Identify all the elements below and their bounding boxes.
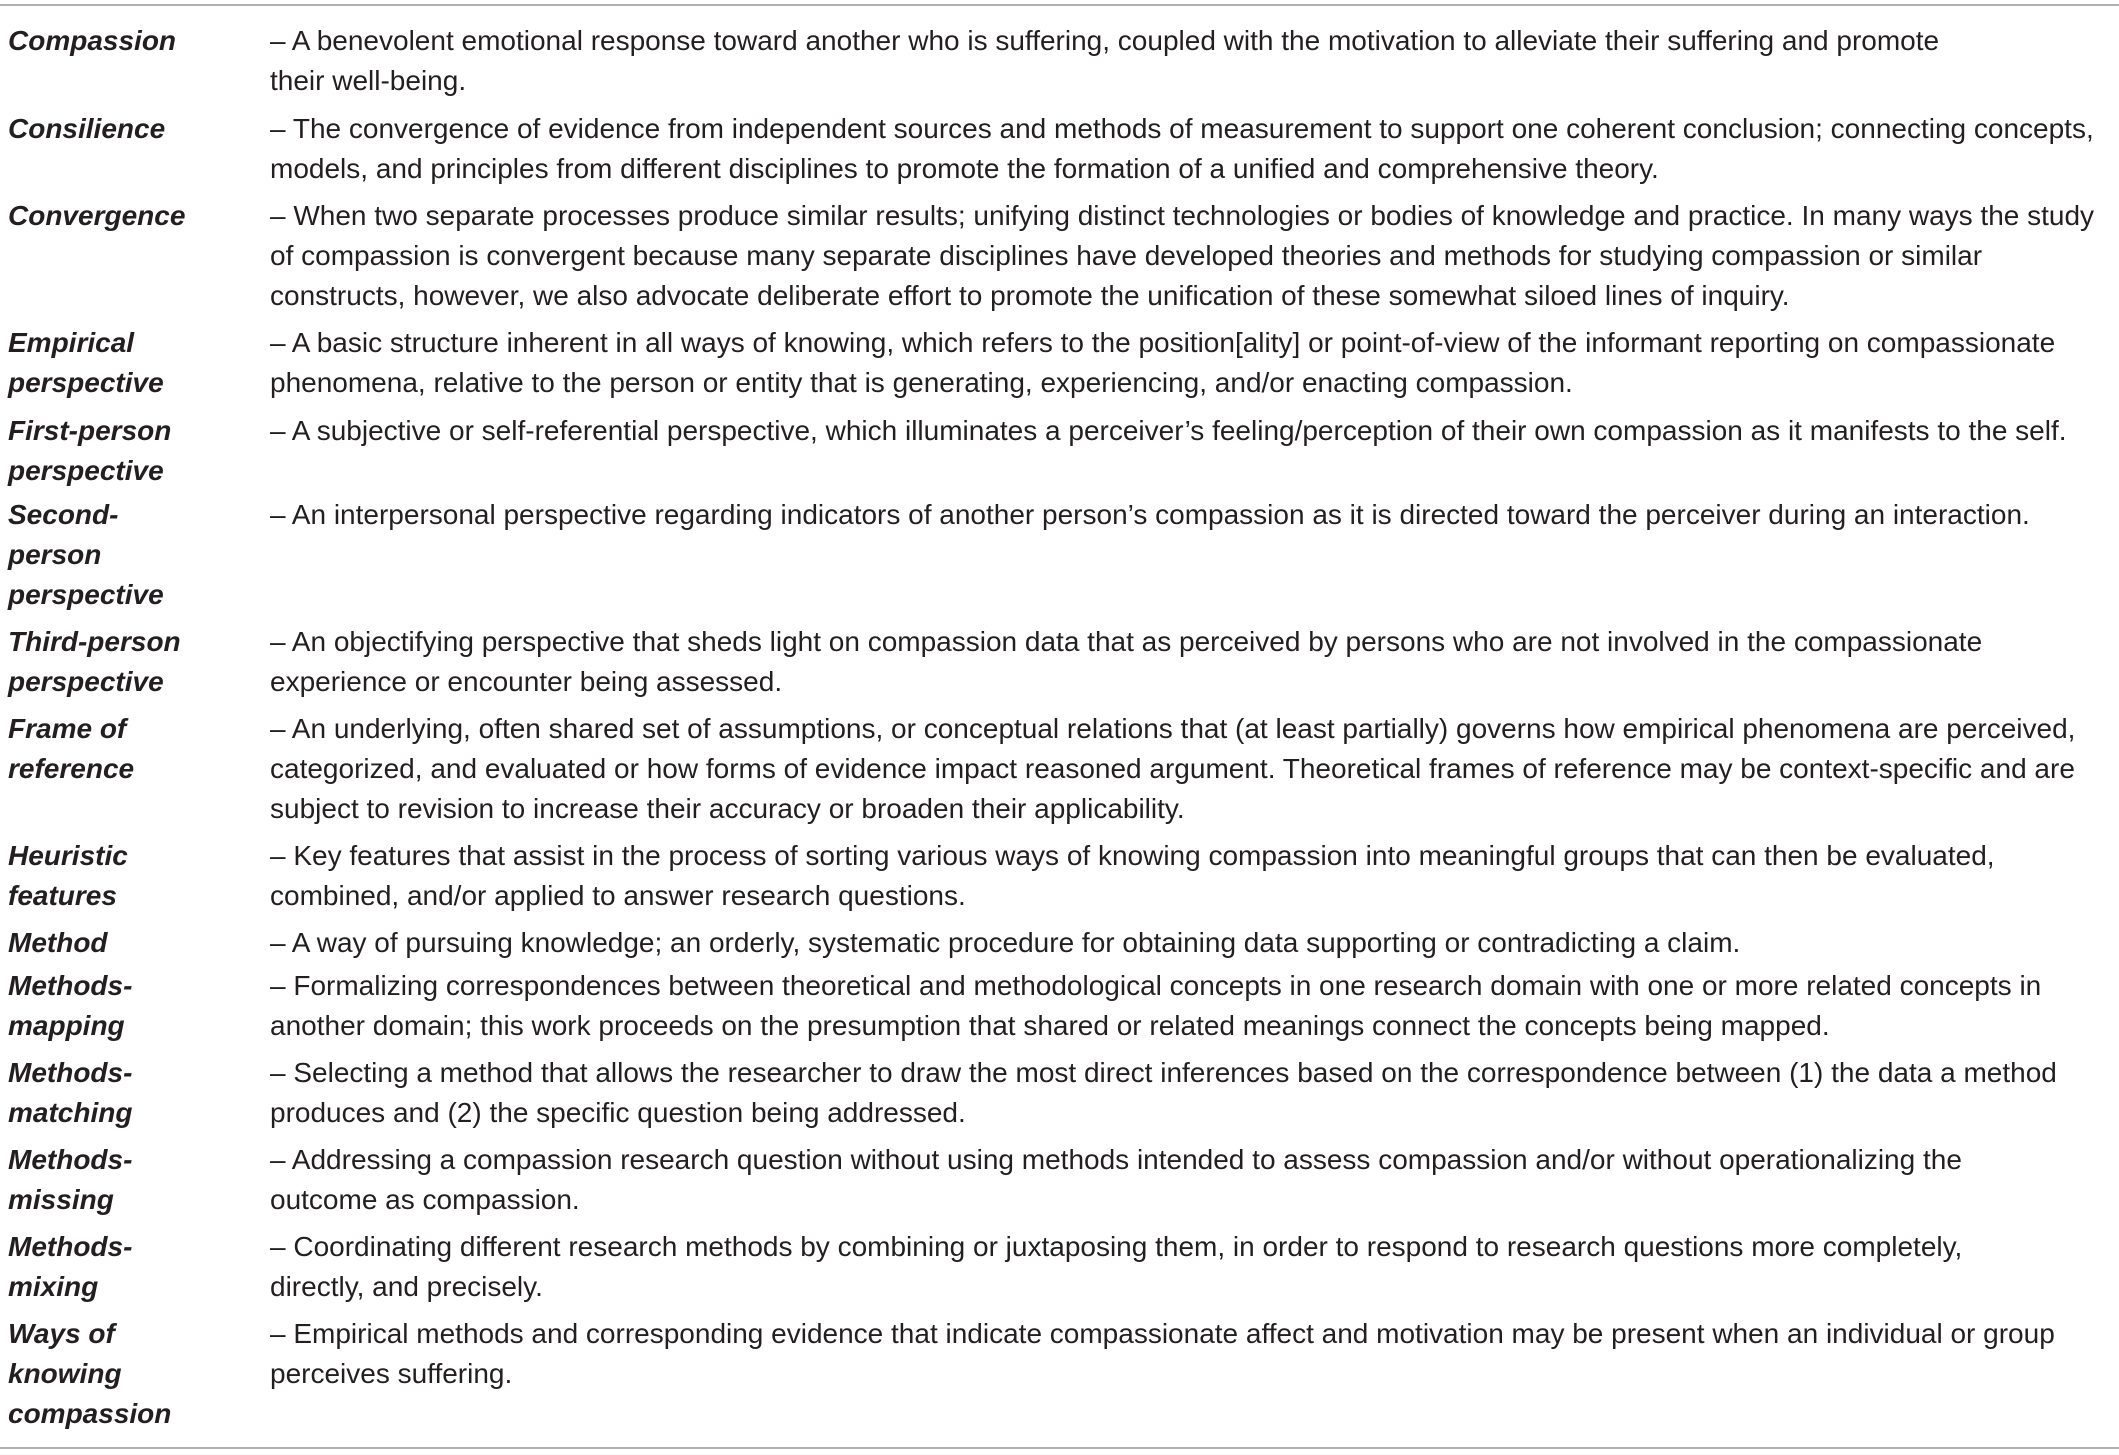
glossary-definition: – An underlying, often shared set of assumptions, or conceptual relations that (at least partially) governs how empirical phenomena are perceived, categorized, and evaluated or how forms of evidence impact reasoned argument. Theoretical frames of reference may be context-specific and are subject to revision to increase their accuracy or broaden their applicability. xyxy=(270,713,2076,824)
glossary-definition: – Addressing a compassion research question without using methods intended to assess compassion and/or without operationalizing the outcome as compassion. xyxy=(270,1144,1962,1215)
glossary-term: Consilience xyxy=(8,113,166,144)
glossary-term: Empirical perspective xyxy=(8,327,164,398)
glossary-term: Frame of reference xyxy=(8,713,135,784)
glossary-definition: – Selecting a method that allows the researcher to draw the most direct inferences based on the correspondence between (1) the data a method produces and (2) the specific question being addressed. xyxy=(270,1057,2057,1128)
glossary-definition: – An interpersonal perspective regarding indicators of another person’s compassion as it is directed toward the perceiver during an interaction. xyxy=(270,499,2030,530)
glossary-term: Methods- mapping xyxy=(8,970,133,1041)
glossary-definition: – A subjective or self-referential perspective, which illuminates a perceiver’s feeling/perception of their own compassion as it manifests to the self. xyxy=(270,415,2067,446)
glossary-definition: – Coordinating different research methods by combining or juxtaposing them, in order to respond to research questions more completely, directly, and precisely. xyxy=(270,1231,1963,1302)
glossary-term: Methods- mixing xyxy=(8,1231,133,1302)
glossary-term: Method xyxy=(8,927,108,958)
glossary-definition: – The convergence of evidence from independent sources and methods of measurement to support one coherent conclusion; connecting concepts, models, and principles from different disciplines to promote the formation of a unified and comprehensive theory. xyxy=(270,113,2094,184)
glossary-definition: – When two separate processes produce similar results; unifying distinct technologies or bodies of knowledge and practice. In many ways the study of compassion is convergent because many separate disciplines have developed theories and methods for studying compassion or similar constructs, however, we also advocate deliberate effort to promote the unification of these somewhat siloed lines of inquiry. xyxy=(270,200,2095,311)
glossary-term: Second- person perspective xyxy=(8,499,164,610)
glossary-term: Heuristic features xyxy=(8,840,128,911)
glossary-term: Third-person perspective xyxy=(8,626,181,697)
glossary-definition: – Empirical methods and corresponding evidence that indicate compassionate affect and motivation may be present when an individual or group perceives suffering. xyxy=(270,1318,2055,1389)
glossary-definition: – A benevolent emotional response toward another who is suffering, coupled with the motivation to alleviate their suffering and promote their well-being. xyxy=(270,25,1940,96)
glossary-term: Compassion xyxy=(8,25,177,56)
glossary-term: First-person perspective xyxy=(8,415,172,486)
glossary-term: Methods- missing xyxy=(8,1144,133,1215)
glossary-definition: – A basic structure inherent in all ways of knowing, which refers to the position[ality] or point-of-view of the informant reporting on compassionate phenomena, relative to the person or entity that is generating, experiencing, and/or enacting compassion. xyxy=(270,327,2056,398)
bottom-rule xyxy=(0,1447,2119,1449)
glossary-definition: – A way of pursuing knowledge; an orderly, systematic procedure for obtaining data supporting or contradicting a claim. xyxy=(270,927,1741,958)
glossary-term: Convergence xyxy=(8,200,186,231)
glossary-definition: – Key features that assist in the process of sorting various ways of knowing compassion into meaningful groups that can then be evaluated, combined, and/or applied to answer research questions. xyxy=(270,840,1995,911)
glossary-term: Methods- matching xyxy=(8,1057,133,1128)
glossary-definition: – Formalizing correspondences between theoretical and methodological concepts in one research domain with one or more related concepts in another domain; this work proceeds on the presumption that shared or related meanings connect the concepts being mapped. xyxy=(270,970,2042,1041)
glossary-term: Ways of knowing compassion xyxy=(8,1318,172,1429)
glossary-definition: – An objectifying perspective that sheds light on compassion data that as perceived by persons who are not involved in the compassionate experience or encounter being assessed. xyxy=(270,626,1983,697)
